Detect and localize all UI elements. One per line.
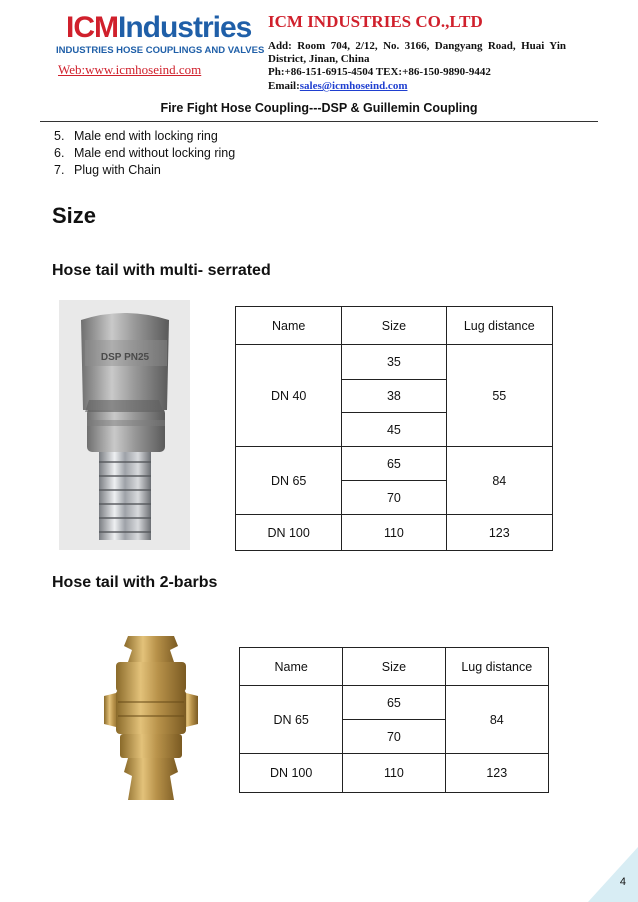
company-address: Add: Room 704, 2/12, No. 3166, Dangyang Road, Huai Yin District, Jinan, China [268, 40, 566, 65]
table-header-cell: Size [342, 307, 446, 345]
table-cell-lug: 84 [446, 447, 552, 515]
table-cell-name: DN 65 [236, 447, 342, 515]
table-cell-lug: 84 [445, 686, 548, 754]
list-item-text: Male end with locking ring [74, 129, 218, 143]
table-header-row [240, 648, 549, 686]
table-cell-lug: 123 [445, 754, 548, 793]
company-logo [66, 10, 256, 46]
table-cell-lug: 55 [446, 345, 552, 447]
table-header-cell: Lug distance [446, 307, 552, 345]
table-row [240, 686, 549, 720]
table-cell-size: 35 [342, 345, 446, 380]
logo-tagline: INDUSTRIES HOSE COUPLINGS AND VALVES [56, 45, 265, 56]
table-cell-size: 70 [343, 720, 445, 754]
table-header-cell: Size [343, 648, 445, 686]
table-cell-name: DN 65 [240, 686, 343, 754]
item-list [54, 128, 235, 179]
document-title: Fire Fight Hose Coupling---DSP & Guillemin Coupling [160, 101, 478, 115]
table-cell-name: DN 100 [240, 754, 343, 793]
table-cell-name: DN 40 [236, 345, 342, 447]
coupling-photo-2-barbs [98, 628, 204, 808]
table-cell-size: 65 [342, 447, 446, 481]
table-cell-size: 65 [343, 686, 445, 720]
list-item [54, 145, 235, 162]
table-header-row [236, 307, 553, 345]
coupling-marking: DSP PN25 [100, 352, 150, 363]
subsection-heading: Hose tail with 2-barbs [52, 574, 218, 591]
list-item-number: 7. [54, 163, 65, 177]
logo-industries-text: Industries [118, 11, 252, 44]
list-item-text: Plug with Chain [74, 163, 161, 177]
table-cell-lug: 123 [446, 515, 552, 551]
list-item-number: 6. [54, 146, 65, 160]
table-row [236, 515, 553, 551]
company-phone: Ph:+86-151-6915-4504 TEX:+86-150-9890-9442 [268, 66, 491, 78]
list-item-number: 5. [54, 129, 65, 143]
email-link[interactable]: sales@icmhoseind.com [299, 80, 408, 92]
table-row [240, 754, 549, 793]
list-item [54, 162, 235, 179]
size-table-serrated [235, 306, 553, 551]
list-item [54, 128, 235, 145]
table-cell-size: 45 [342, 413, 446, 447]
page-number: 4 [619, 876, 626, 888]
table-row [236, 447, 553, 481]
table-cell-size: 70 [342, 481, 446, 515]
table-cell-size: 38 [342, 380, 446, 413]
company-email [268, 80, 407, 92]
page-corner-decoration [588, 847, 638, 902]
email-label: Email: [268, 80, 300, 92]
table-row [236, 345, 553, 380]
subsection-heading: Hose tail with multi- serrated [52, 262, 271, 279]
header-divider [40, 121, 598, 122]
coupling-photo-serrated [59, 300, 190, 550]
table-header-cell: Name [240, 648, 343, 686]
table-cell-size: 110 [342, 515, 446, 551]
company-name: ICM INDUSTRIES CO.,LTD [268, 12, 483, 31]
table-cell-name: DN 100 [236, 515, 342, 551]
table-cell-size: 110 [343, 754, 445, 793]
website-link[interactable]: Web:www.icmhoseind.com [58, 62, 202, 77]
table-header-cell: Name [236, 307, 342, 345]
size-table-2-barbs [239, 647, 549, 793]
table-header-cell: Lug distance [445, 648, 548, 686]
logo-icm-text: ICM [66, 11, 118, 44]
section-heading: Size [52, 203, 97, 228]
list-item-text: Male end without locking ring [74, 146, 236, 160]
